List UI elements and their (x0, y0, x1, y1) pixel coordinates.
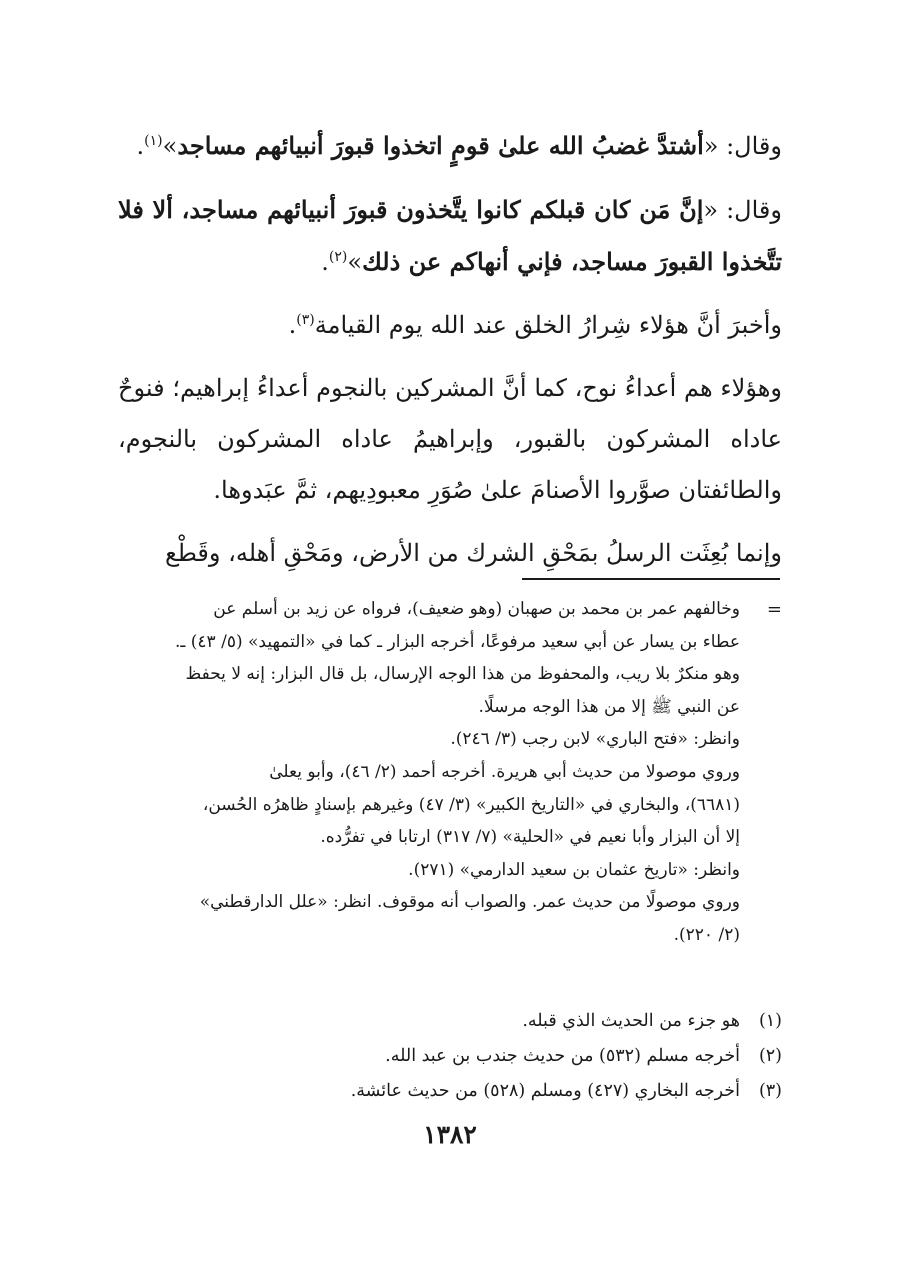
paragraph-5: وإنما بُعِثَت الرسلُ بمَحْقِ الشرك من الأرض، ومَحْقِ أهله، وقَطْع (164, 539, 782, 567)
footnote-line: عن النبي ﷺ إلا من هذا الوجه مرسلًا. (478, 696, 740, 717)
footnote-line: وانظر: «فتح الباري» لابن رجب (٣/ ٢٤٦). (450, 729, 740, 750)
footnote-line: (٦٦٨١)، والبخاري في «التاريخ الكبير» (٣/ ٤٧) وغيرهم بإسنادٍ ظاهرُه الحُسن، (202, 794, 740, 815)
footnote-continuation (118, 593, 782, 952)
footnote-item (118, 1039, 782, 1074)
footnote-line: وخالفهم عمر بن محمد بن صهبان (وهو ضعيف)، فرواه عن زيد بن أسلم عن (213, 599, 740, 619)
footnote-item (118, 1004, 782, 1039)
page-number: ١٣٨٢ (423, 1120, 477, 1149)
footnote-separator (522, 578, 780, 580)
footnote-text: هو جزء من الحديث الذي قبله. (522, 1011, 740, 1031)
footnote-text: أخرجه مسلم (٥٣٢) من حديث جندب بن عبد الله. (385, 1046, 740, 1066)
paragraph-3: وأخبرَ أنَّ هؤلاء شِرارُ الخلق عند الله يوم القيامة$^{(٣)}$. (288, 311, 782, 339)
hadith-quote-2: إنَّ مَن كان قبلكم كانوا يتَّخذون قبورَ أنبيائهم مساجد، ألا فلا تتَّخذوا القبورَ مساجد، فإني أنهاكم عن ذلك (118, 195, 782, 276)
footnote-line: (٢/ ٢٢٠). (673, 924, 740, 945)
footnote-number: (١) (758, 1011, 782, 1031)
footnote-line: إلا أن البزار وأبا نعيم في «الحلية» (٧/ ٣١٧) ارتابا في تفرُّده. (320, 827, 740, 848)
footnote-line: وروي موصولا من حديث أبي هريرة. أخرجه أحمد (٢/ ٤٦)، وأبو يعلىٰ (269, 761, 740, 782)
footnote-ref-2[interactable]: (٢) (328, 249, 348, 265)
footnote-text: أخرجه البخاري (٤٢٧) ومسلم (٥٢٨) من حديث عائشة. (350, 1081, 740, 1101)
paragraph-1: وقال: «أشتدَّ غضبُ الله علىٰ قومٍ اتخذوا قبورَ أنبيائهم مساجد»$^{(١)}$. (136, 131, 782, 160)
footnote-number: (٣) (758, 1081, 782, 1101)
footnote-line: وروي موصولًا من حديث عمر. والصواب أنه موقوف. انظر: «علل الدارقطني» (199, 892, 740, 913)
footnotes (118, 1004, 782, 1109)
footnote-ref-1[interactable]: (١) (144, 133, 163, 149)
footnote-ref-3[interactable]: (٣) (296, 312, 315, 328)
footnote-line: وانظر: «تاريخ عثمان بن سعيد الدارمي» (٢٧١). (408, 859, 740, 880)
footnote-number: (٢) (758, 1046, 782, 1066)
main-text (118, 120, 782, 579)
footnote-item (118, 1074, 782, 1109)
paragraph-2: وقال: «إنَّ مَن كان قبلكم كانوا يتَّخذون قبورَ أنبيائهم مساجد، ألا فلا تتَّخذوا القبورَ مساجد، فإني أنهاكم عن ذلك»$^{(٢)}$. (118, 195, 782, 276)
paragraph-4: وهؤلاء هم أعداءُ نوح، كما أنَّ المشركين بالنجوم أعداءُ إبراهيم؛ فنوحٌ عاداه المشركون بالقبور، وإبراهيمُ عاداه المشركون بالنجوم، والطائفتان صوَّروا الأصنامَ علىٰ صُوَرِ معبودِيهم، ثمَّ عبَدوها. (118, 374, 782, 504)
hadith-quote-1: أشتدَّ غضبُ الله علىٰ قومٍ اتخذوا قبورَ أنبيائهم مساجد (177, 131, 704, 160)
footnote-line: عطاء بن يسار عن أبي سعيد مرفوعًا، أخرجه البزار ـ كما في «التمهيد» (٥/ ٤٣) ـ. (175, 631, 740, 652)
continuation-marker: = (766, 599, 782, 620)
footnote-line: وهو منكرٌ بلا ريب، والمحفوظ من هذا الوجه الإرسال، بل قال البزار: إنه لا يحفظ (185, 664, 740, 685)
